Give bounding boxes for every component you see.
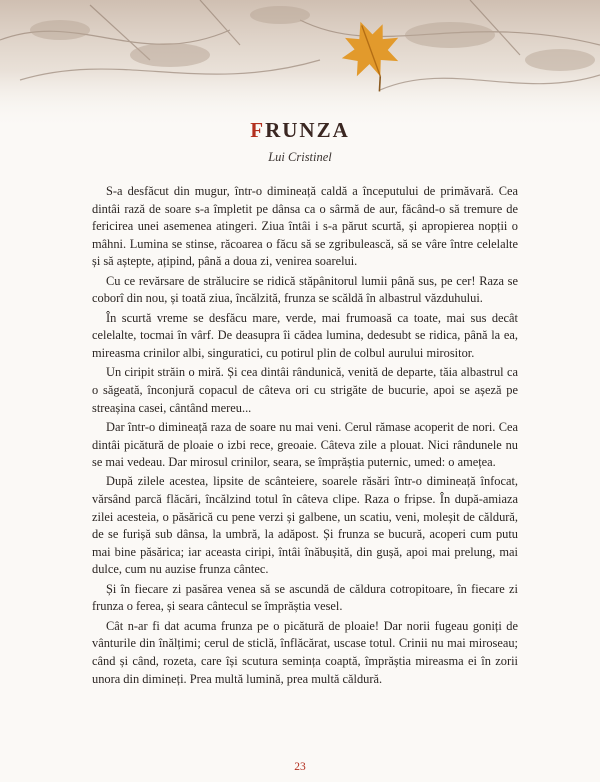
paragraph: Cu ce revărsare de strălucire se ridică stăpânitorul lumii până sus, pe cer! Raza se coborî din nou, și toată ziua, încălzită, frunza se scăldă în albastrul văzduhului.	[92, 273, 518, 306]
story-text	[92, 183, 518, 690]
title-rest: RUNZA	[265, 118, 350, 142]
paragraph: După zilele acestea, lipsite de scânteiere, soarele răsări într-o dimineață înfocat, vărsând parcă flăcări, încălzind totul în câteva clipe. Raza o fripse. În după-amiaza zilei acesteia, o păsărică cu pene verzi și galbene, un scatiu, veni, moleșit de căldură, de se furișă sub dânsa, la umbră, la adăpost. Și frunza se bucură, acoperi cum putu mai bine păsărica; iar aceasta ciripi, întâi înăbușită, din gușă, apoi mai prelung, mai dulce, cum nu auzise frunza cântec.	[92, 474, 518, 577]
paragraph: S-a desfăcut din mugur, într-o dimineață caldă a începutului de primăvară. Cea dintâi rază de soare s-a împletit pe dânsa ca o sârmă de aur, făcând-o să tremure de fericirea unei asemenea atingeri. Ziua întâi i s-a părut scurtă, și apropierea nopții o mâhni. Lumina se stinse, răcoarea o făcu să se zgribulească, să se vâre între celelalte și să aștepte, ațipind, până a doua zi, venirea soarelui.	[92, 184, 518, 269]
title-initial: F	[250, 118, 266, 142]
paragraph: Și în fiecare zi pasărea venea să se ascundă de căldura cotropitoare, în fiecare zi frunza o ferea, și seara cântecul se împrăștia vesel.	[92, 581, 518, 614]
dedication: Lui Cristinel	[268, 150, 332, 164]
paragraph: Cât n-ar fi dat acuma frunza pe o picătură de ploaie! Dar norii fugeau goniți de vânturile din înălțimi; cerul de sticlă, înflăcărat, uscase totul. Crinii nu mai miroseau; când și când, rozeta, care își scutura semința coaptă, împrăștia mireasma ei în zorii unora din dimineți. Prea multă lumină, prea multă căldură.	[92, 618, 518, 686]
page-number: 23	[294, 761, 306, 773]
story-title	[0, 118, 600, 143]
paragraph: Dar într-o dimineață raza de soare nu mai veni. Cerul rămase acoperit de nori. Cea dintâi picătură de ploaie o izbi rece, greoaie. Câteva zile a plouat. Nici rândunele nu se mai vedeau. Dar mirosul crinilor, seara, se împrăștia puternic, umed: o amețea.	[92, 419, 518, 470]
paragraph: În scurtă vreme se desfăcu mare, verde, mai frumoasă ca toate, mai sus decât celelalte, tocmai în vârf. De deasupra îi cădea lumina, dedesubt se ridica, până la ea, mireasma crinilor albi, singuratici, cu potirul plin de colbul aurului mirositor.	[92, 310, 518, 360]
autumn-foliage-illustration	[0, 0, 600, 130]
paragraph: Un ciripit străin o miră. Și cea dintâi rândunică, venită de departe, tăia albastrul ca o săgeată, înconjură copacul de câteva ori cu strigăte de bucurie, apoi se așeză pe streașina casei, cântând mereu...	[92, 365, 518, 415]
